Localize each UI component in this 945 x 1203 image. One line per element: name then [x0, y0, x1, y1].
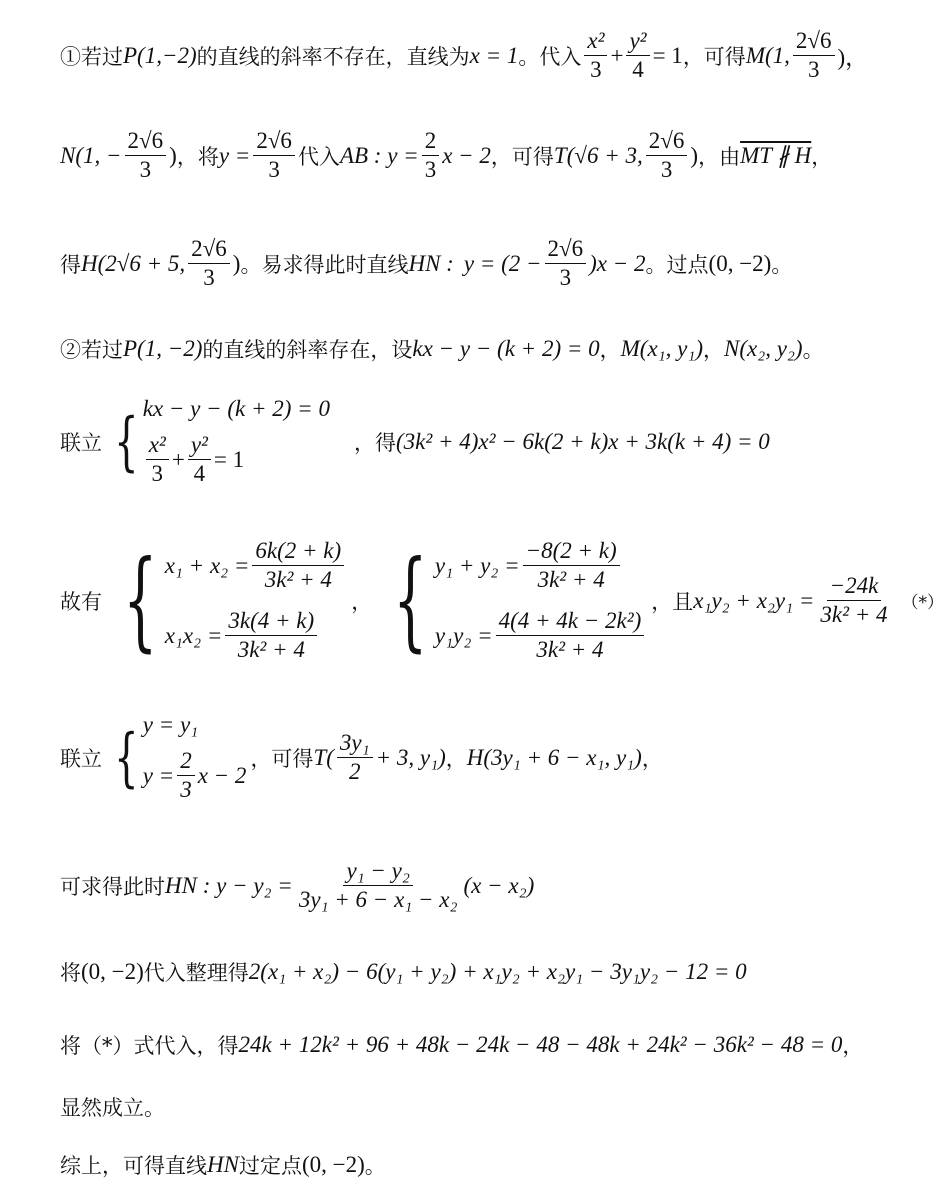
system1-result-pre: ，得	[353, 430, 396, 455]
case2-end: 。	[802, 338, 824, 362]
case1-text9: 。易求得此时直线	[240, 252, 409, 277]
left-brace: {	[114, 720, 139, 795]
point-h-pre: H(2√6 + 5,	[81, 250, 186, 276]
hn-label: HN :	[408, 250, 454, 276]
hn-eq-post: )x − 2	[589, 250, 646, 276]
hn-line-pre: 可求得此时	[60, 874, 165, 899]
point-t-pre: T(√6 + 3,	[553, 142, 643, 168]
garbled-vector-text: MT ∦ H	[740, 142, 812, 168]
star-sub-line	[60, 1030, 935, 1060]
vieta-label: 故有	[60, 589, 102, 614]
star-sub-pre: 将（*）式代入，得	[60, 1034, 239, 1058]
point-m-pre: M(1,	[745, 42, 790, 68]
system2-block: 联立 { y = y₁ y = $\frac{2}{3}$ x − 2 ，可得 T( $\frac{\text{3y₁}}{2}$ + 3, y₁) ， H(3y₁ + 6 − x₁, y₁) ，	[60, 712, 663, 803]
case2-line-eq: kx − y − (k + 2) = 0	[412, 336, 600, 361]
case1-prefix: ①若过	[60, 44, 123, 69]
star-sub-eq: 24k + 12k² + 96 + 48k − 24k − 48 − 48k + 24k² − 36k² − 48 = 0	[238, 1032, 843, 1057]
system2-label: 联立	[60, 746, 102, 771]
hn-eq-frac: $\frac{2√6}{3}$	[545, 236, 587, 292]
mix-lhs: x₁y₂ + x₂y₁ =	[693, 587, 815, 613]
case1-text6: ，可得	[490, 144, 554, 169]
vieta-block: 故有 { x₁ + x₂ = $\frac{6k(2 + k)}{\text{3k² + 4}}$ x₁x₂ = $\frac{3k(4 + k)}{\text{3k² + 4}}$ ， { y₁ + y₂ = $\frac{-8(2 + k)}{\text{3k² + 4}}$ y₁y₂ = $\frac{\text{4(4 + 4k − 2k²)}}{\text{3k² + 4}}$ ，且 x₁y₂ + x₂y₁ = $\frac{-24k}{\text{3k² + 4}}$ （*）	[60, 537, 944, 663]
case1-text10: 。过点	[645, 252, 709, 277]
vieta-y-group	[376, 538, 647, 664]
hn-line-lhs: HN : y − y₂ =	[165, 872, 293, 898]
ab-eq: AB : y =	[339, 142, 419, 168]
case2-prefix: ②若过	[60, 338, 123, 362]
system2-brace-group	[106, 712, 246, 804]
star-mark: （*）	[901, 593, 944, 614]
conclusion-pt: (0, −2)	[301, 1152, 365, 1177]
star-sub-end: ，	[842, 1034, 864, 1058]
point-n-y: $\frac{2√6}{3}$	[125, 128, 167, 184]
system1-row1: kx − y − (k + 2) = 0	[142, 396, 330, 421]
point-m-post: )，	[837, 45, 869, 71]
conclusion-line	[60, 1150, 935, 1180]
system1-label: 联立	[60, 430, 102, 455]
left-brace: {	[393, 537, 428, 663]
conclusion-end: 。	[364, 1154, 386, 1178]
sum-x: x₁ + x₂ = $\frac{6k(2 + k)}{\text{3k² + 4}}$	[165, 538, 347, 594]
case1-text2: 。代入	[518, 44, 582, 69]
system2-h: H(3y₁ + 6 − x₁, y₁)	[466, 744, 642, 770]
ab-post: x − 2	[442, 142, 491, 168]
prod-x: x₁x₂ = $\frac{3k(4 + k)}{\text{3k² + 4}}$	[165, 608, 347, 664]
hn-eq-pre: y = (2 −	[463, 250, 542, 276]
hn-line	[60, 858, 935, 914]
fixed-point: (0, −2)	[708, 250, 772, 276]
hn-line-post: (x − x₂)	[463, 872, 535, 898]
conclusion-mid: 过定点	[238, 1154, 302, 1178]
case1-de: 得	[60, 252, 81, 277]
conclusion-hn: HN	[207, 1152, 239, 1177]
sum-y: y₁ + y₂ = $\frac{-8(2 + k)}{\text{3k² + 4}}$	[435, 538, 647, 594]
case2-line: ②若过 P(1, −2) 的直线的斜率存在，设 kx − y − (k + 2) = 0 ， M(x₁, y₁) ， N(x₂, y₂) 。	[60, 336, 824, 362]
system2-t-post: + 3, y₁)	[375, 744, 446, 770]
case1-text11: 。	[771, 252, 793, 277]
case1-line: ①若过 P(1,−2) 的直线的斜率不存在，直线为 x = 1 。代入 $\frac{\text{x²}}{3}$ + $\frac{\text{y²}}{4}$ = 1 ，可得 M(1, $\frac{2√6}{3}$ )，	[60, 28, 869, 83]
prod-y: y₁y₂ = $\frac{\text{4(4 + 4k − 2k²)}}{\text{3k² + 4}}$	[435, 608, 647, 664]
y-eq-frac: $\frac{2√6}{3}$	[253, 128, 295, 184]
mix-frac: $\frac{-24k}{\text{3k² + 4}}$	[820, 572, 888, 628]
y-eq-pre: y =	[218, 142, 251, 168]
sub-pt: (0, −2)	[81, 959, 144, 984]
point-n-pre: N(1, −	[60, 142, 122, 168]
case1-text3: ，可得	[682, 44, 746, 69]
ellipse-rhs: = 1	[652, 42, 683, 68]
system2-row2: y = $\frac{2}{3}$ x − 2	[142, 748, 247, 803]
point-h-y: $\frac{2√6}{3}$	[188, 236, 230, 292]
case2-text1: 的直线的斜率存在，设	[202, 338, 413, 362]
case1-line2	[60, 128, 935, 184]
case2-point-p: P(1, −2)	[123, 336, 203, 361]
case1-text8: ，	[811, 144, 833, 169]
system1-result: (3k² + 4)x² − 6k(2 + k)x + 3k(k + 4) = 0	[395, 428, 770, 454]
sub-eq: 2(x₁ + x₂) − 6(y₁ + y₂) + x₁y₂ + x₂y₁ − 3y₁y₂ − 12 = 0	[248, 959, 747, 984]
left-brace: {	[114, 404, 139, 479]
system1-block	[60, 396, 935, 488]
vieta-and: ，且	[651, 589, 694, 614]
vieta-x-group	[106, 538, 347, 664]
ellipse-y-term: $\frac{\text{y²}}{4}$	[626, 28, 649, 84]
system2-t-pre: T(	[313, 744, 334, 770]
hn-line-frac: $\frac{\text{y₁ − y₂}}{\text{3y₁ + 6 − x₁ − x₂}}$	[298, 858, 458, 913]
case1-text5: 代入	[297, 144, 340, 169]
conclusion-pre: 综上，可得直线	[60, 1154, 207, 1178]
point-n-post: )	[169, 142, 177, 168]
left-brace: {	[123, 537, 158, 663]
system1-row2: $\frac{\text{x²}}{3}$ + $\frac{\text{y²}}{4}$ = 1	[143, 432, 330, 488]
point-t-y: $\frac{2√6}{3}$	[646, 128, 688, 184]
case1-text1: 的直线的斜率不存在，直线为	[196, 44, 470, 69]
point-m-y: $\frac{2√6}{3}$	[793, 28, 835, 84]
substitute-line	[60, 957, 935, 987]
point-h-post: )	[232, 250, 241, 276]
system1-brace-group	[106, 396, 330, 488]
case1-text4: ，将	[176, 144, 219, 169]
ab-slope: $\frac{2}{3}$	[422, 128, 440, 184]
point-t-post: )	[690, 142, 699, 168]
ellipse-x-term: $\frac{\text{x²}}{3}$	[584, 28, 607, 84]
system2-row1: y = y₁	[142, 712, 199, 737]
case2-point-n: N(x₂, y₂)	[724, 336, 803, 361]
sub-mid: 代入整理得	[143, 961, 249, 985]
obvious-line	[60, 1092, 935, 1122]
system2-t-frac: $\frac{\text{3y₁}}{2}$	[337, 730, 373, 786]
case1-line3	[60, 236, 935, 292]
point-p: P(1,−2)	[123, 42, 197, 68]
case2-point-m: M(x₁, y₁)	[620, 336, 704, 361]
line-x-eq: x = 1	[469, 42, 519, 68]
sub-pre: 将	[60, 961, 81, 985]
case1-text7: ，由	[698, 144, 741, 169]
system2-text1: ，可得	[250, 746, 314, 771]
obvious-text: 显然成立。	[60, 1096, 165, 1120]
